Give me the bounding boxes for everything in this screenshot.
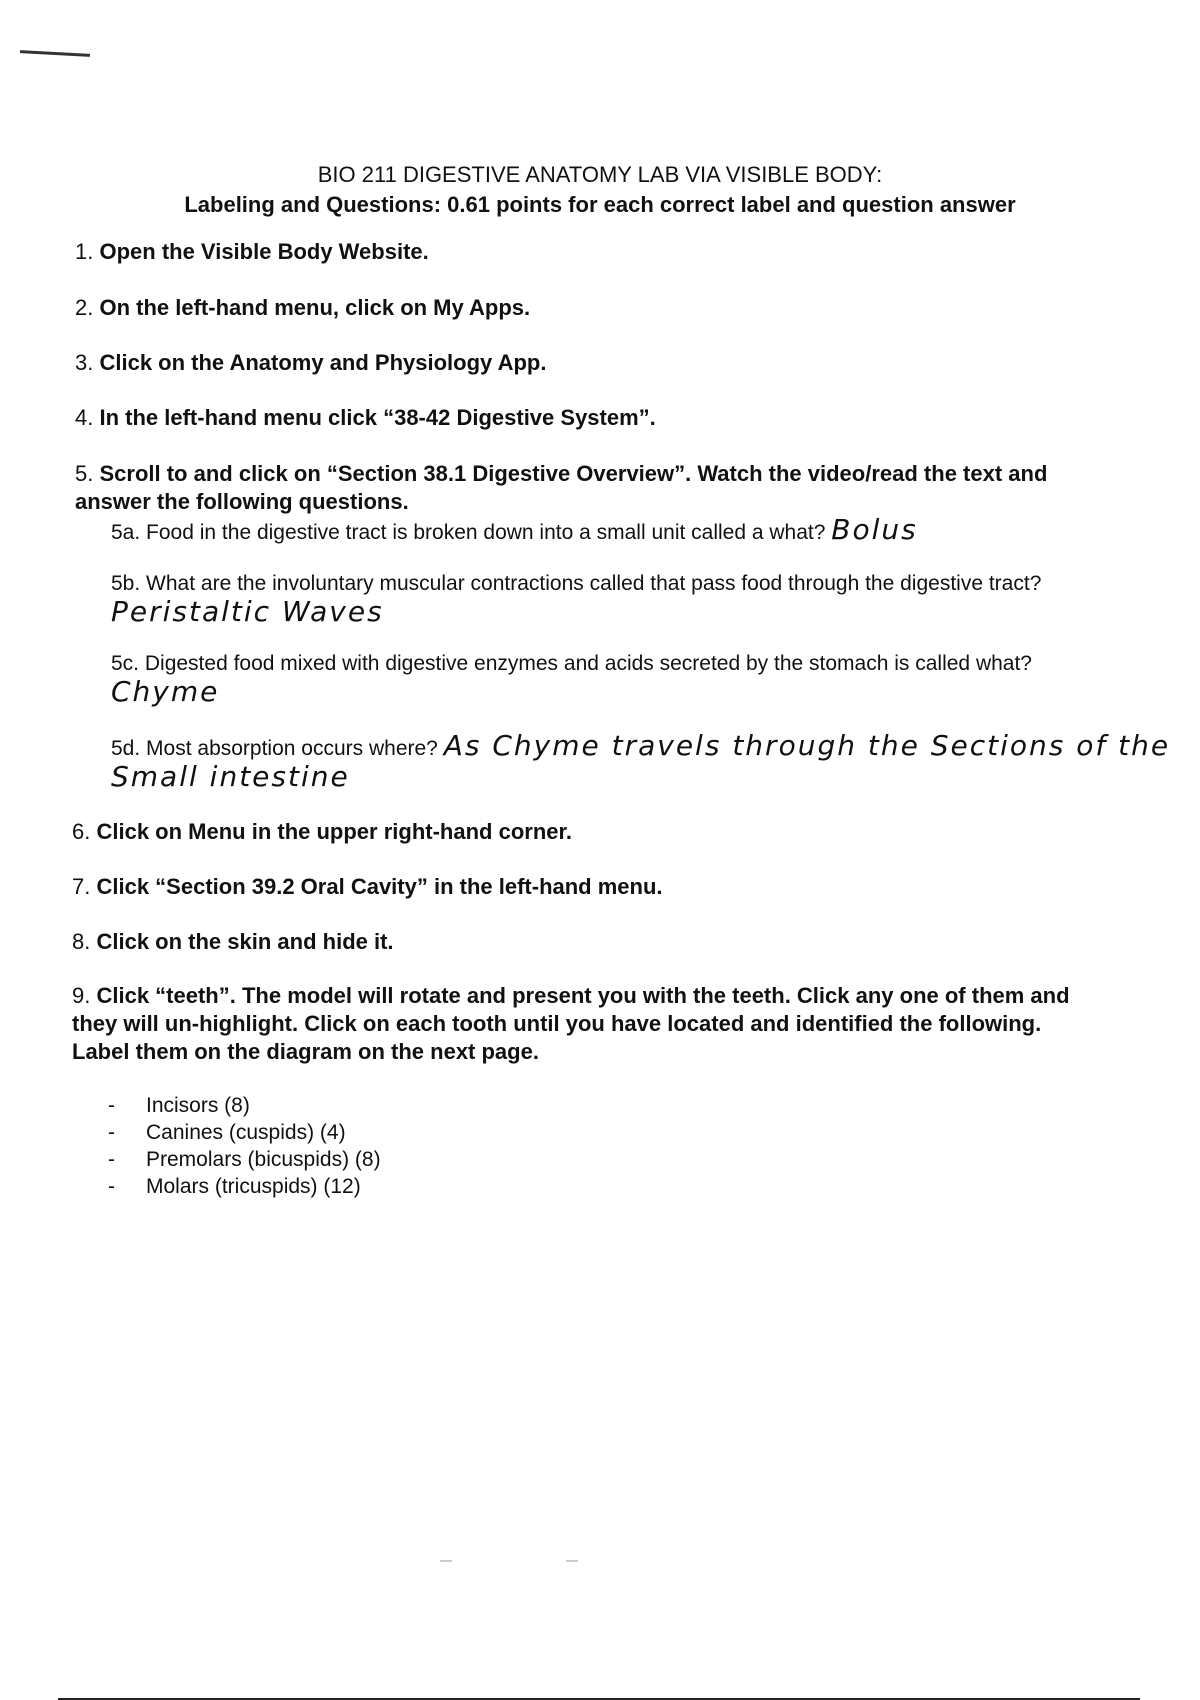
step-number: 8. [72, 929, 91, 954]
step-1 [75, 238, 1125, 266]
title-line-2: Labeling and Questions: 0.61 points for each correct label and question answer [184, 192, 1016, 217]
handwritten-answer: As Chyme travels through the Sections of the Small intestine [111, 729, 1171, 793]
list-item-text: Incisors (8) [146, 1094, 250, 1117]
list-dash: - [108, 1094, 115, 1117]
step-text: Open the Visible Body Website. [99, 239, 429, 264]
step-number: 1. [75, 239, 94, 264]
handwritten-answer: Chyme [111, 675, 220, 708]
scan-edge-mark [20, 50, 90, 57]
step-7 [72, 873, 1122, 901]
step-text: Click on the Anatomy and Physiology App. [99, 350, 547, 375]
step-4 [75, 404, 1125, 432]
scan-speck [566, 1560, 578, 1562]
step-number: 6. [72, 819, 91, 844]
handwritten-answer: Bolus [831, 513, 918, 546]
step-number: 9. [72, 983, 91, 1008]
list-item-text: Molars (tricuspids) (12) [146, 1175, 361, 1198]
step-text: Click “teeth”. The model will rotate and present you with the teeth. Click any one of them and they will un-highlight. Click on each tooth until you have located and identified the following. Label them on the diagram on the next page. [72, 983, 1070, 1064]
step-number: 5. [75, 461, 94, 486]
tooth-type-list [108, 1092, 381, 1200]
list-item [108, 1146, 381, 1173]
step-number: 3. [75, 350, 94, 375]
question-label: 5d. [111, 737, 141, 760]
step-text: Scroll to and click on “Section 38.1 Digestive Overview”. Watch the video/read the text and answer the following questions. [75, 461, 1048, 514]
list-dash: - [108, 1175, 115, 1198]
step-6 [72, 818, 1122, 846]
question-text: What are the involuntary muscular contractions called that pass food through the digestive tract? [146, 572, 1042, 595]
list-dash: - [108, 1121, 115, 1144]
step-number: 2. [75, 295, 94, 320]
question-text: Digested food mixed with digestive enzymes and acids secreted by the stomach is called what? [144, 652, 1032, 675]
step-text: On the left-hand menu, click on My Apps. [99, 295, 531, 320]
step-number: 7. [72, 874, 91, 899]
list-item-text: Canines (cuspids) (4) [146, 1121, 346, 1144]
document-title [0, 160, 1200, 220]
step-text: Click on the skin and hide it. [96, 929, 394, 954]
step-9 [72, 982, 1102, 1066]
list-dash: - [108, 1148, 115, 1171]
step-text: Click on Menu in the upper right-hand corner. [96, 819, 572, 844]
step-3 [75, 349, 1125, 377]
list-item-text: Premolars (bicuspids) (8) [146, 1148, 381, 1171]
step-8 [72, 928, 1122, 956]
step-text: Click “Section 39.2 Oral Cavity” in the left-hand menu. [96, 874, 663, 899]
list-item [108, 1119, 381, 1146]
question-text: Most absorption occurs where? [146, 737, 438, 760]
question-label: 5b. [111, 572, 141, 595]
question-5b [111, 570, 1111, 629]
scan-speck [440, 1560, 452, 1562]
step-2 [75, 294, 1125, 322]
question-text: Food in the digestive tract is broken down into a small unit called a what? [146, 521, 826, 544]
question-5a [111, 513, 1111, 547]
question-label: 5c. [111, 652, 140, 675]
step-5 [75, 460, 1125, 516]
title-line-1: BIO 211 DIGESTIVE ANATOMY LAB VIA VISIBLE BODY: [317, 162, 883, 187]
step-text: In the left-hand menu click “38-42 Digestive System”. [99, 405, 656, 430]
question-5c [111, 650, 1111, 709]
step-number: 4. [75, 405, 94, 430]
list-item [108, 1092, 381, 1119]
handwritten-answer: Peristaltic Waves [111, 595, 384, 628]
list-item [108, 1173, 381, 1200]
question-label: 5a. [111, 521, 141, 544]
question-5d [111, 729, 1181, 794]
